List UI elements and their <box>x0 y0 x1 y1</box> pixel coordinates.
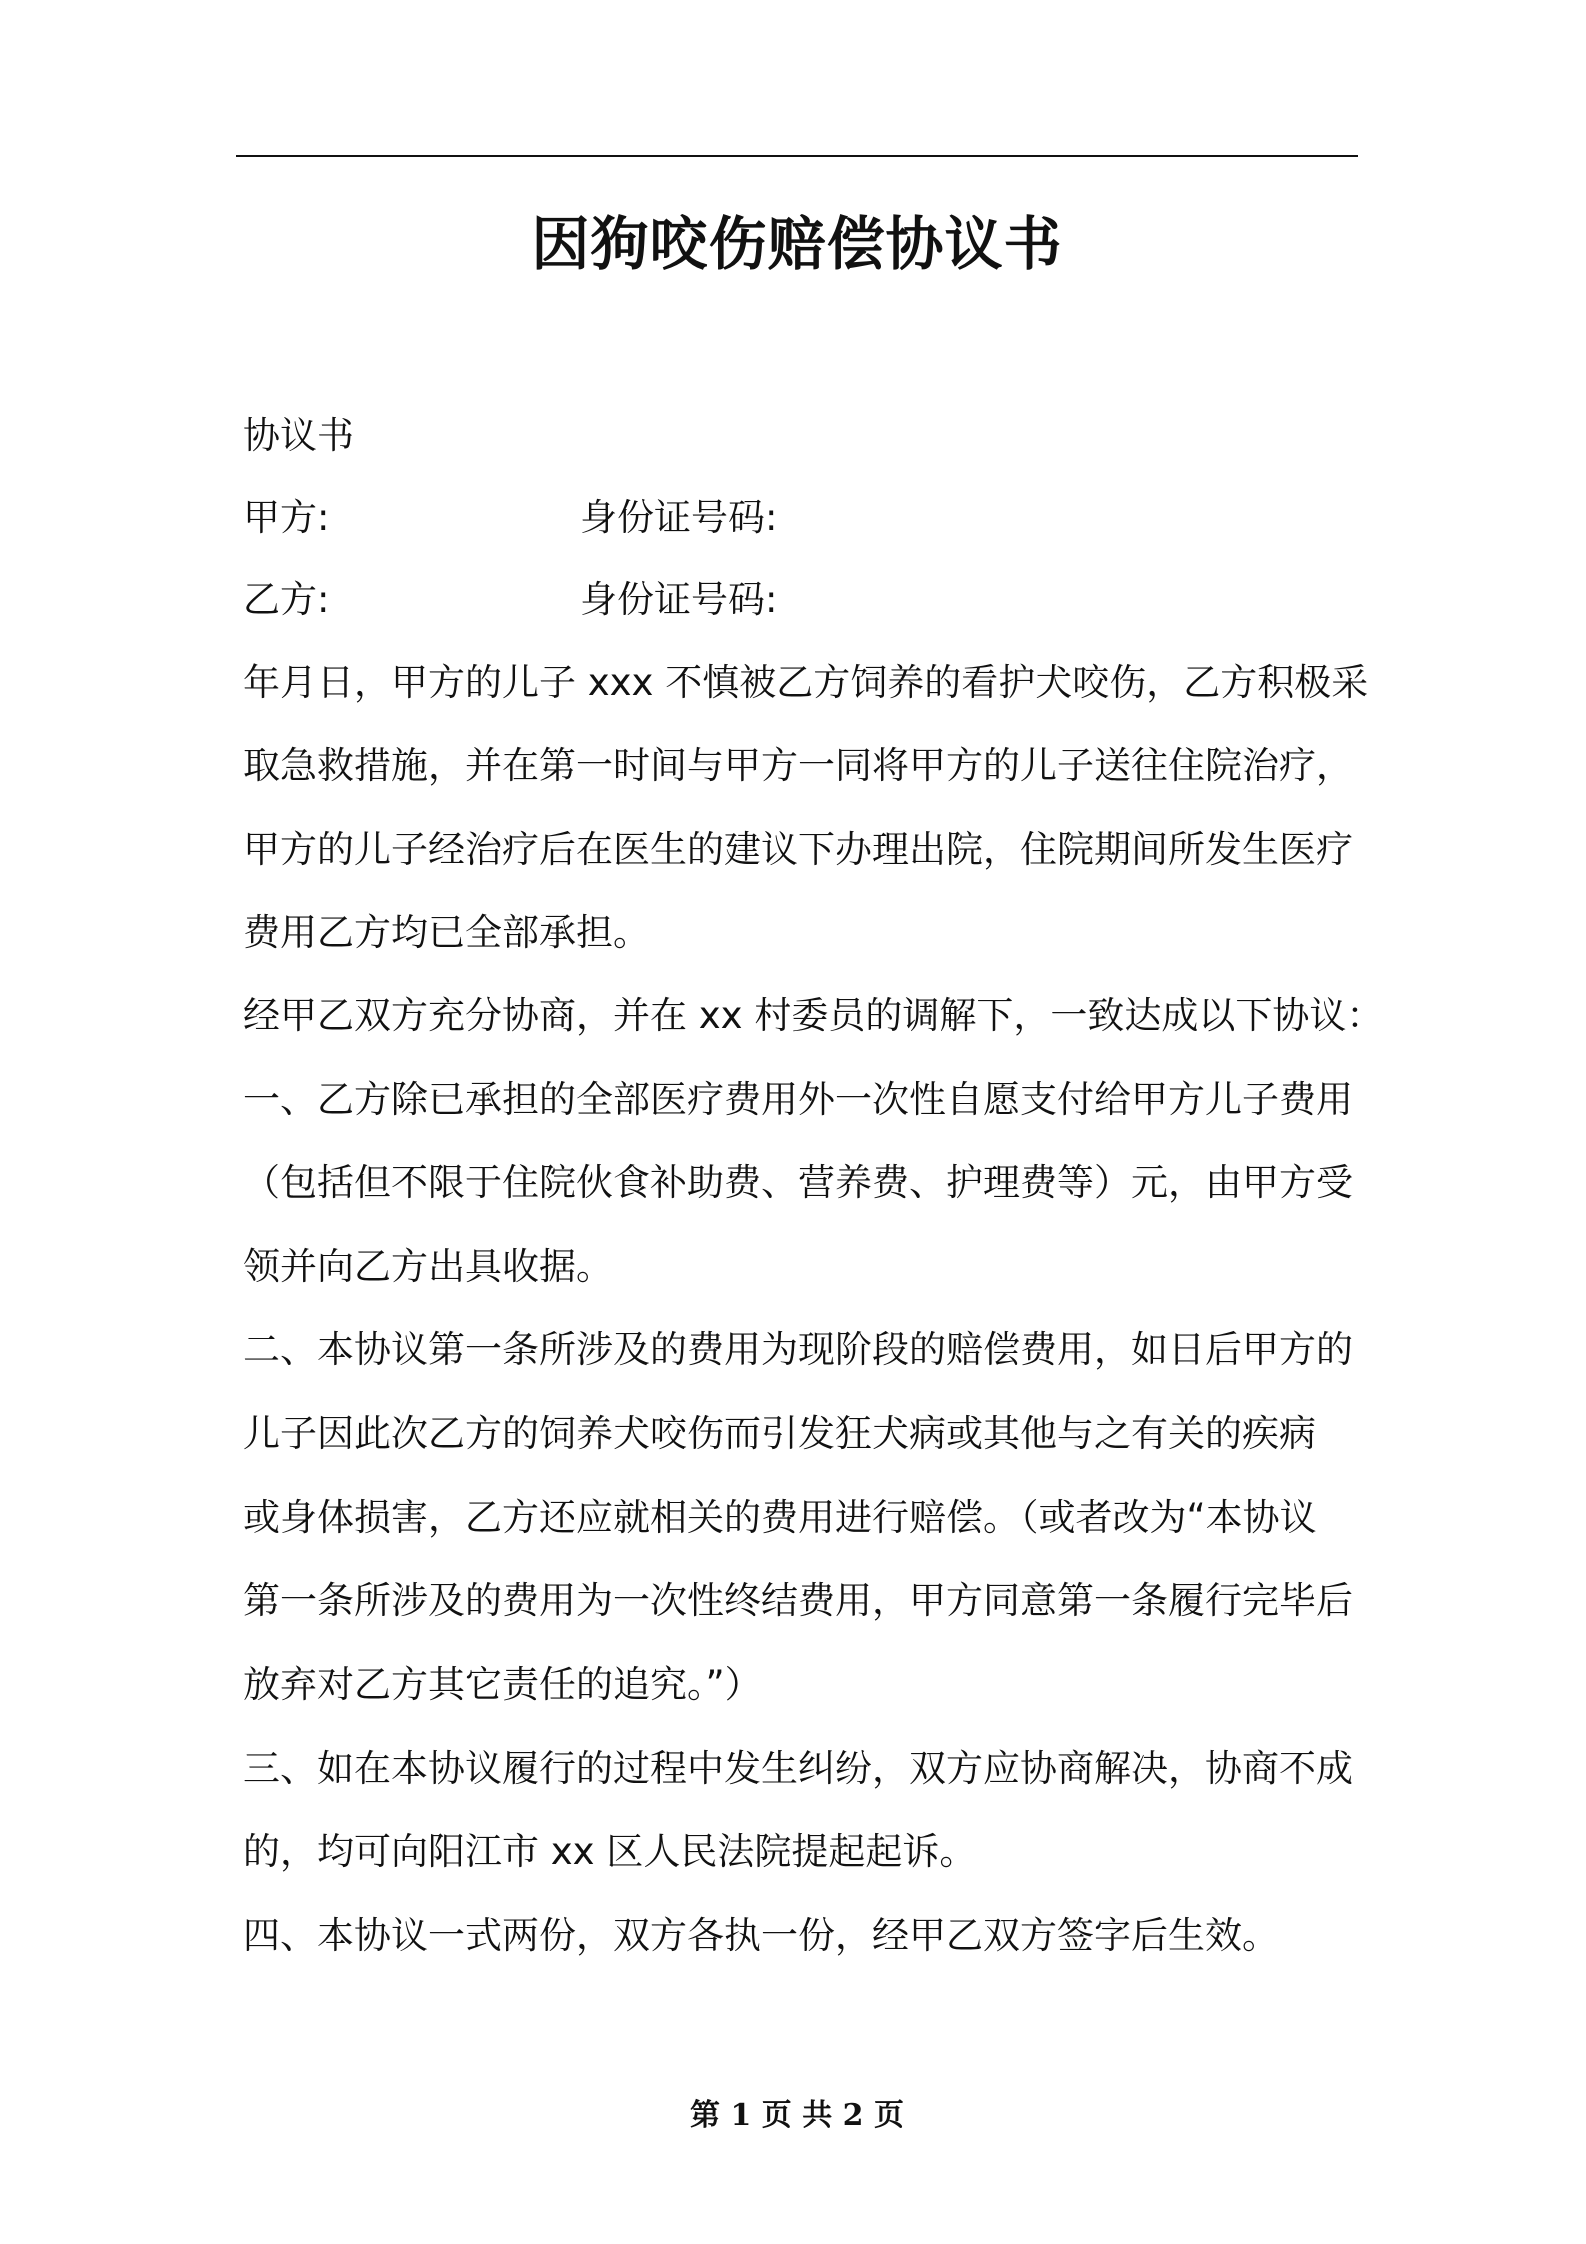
paragraph-line: 经甲乙双方充分协商，并在 xx 村委员的调解下，一致达成以下协议： <box>243 994 1384 1037</box>
party-b-line <box>243 572 1355 628</box>
paragraph-line: 年月日，甲方的儿子 xxx 不慎被乙方饲养的看护犬咬伤，乙方积极采 <box>243 661 1369 704</box>
page-number: 第 1 页 共 2 页 <box>690 2098 904 2133</box>
clause-two-line: 二、本协议第一条所涉及的费用为现阶段的赔偿费用，如日后甲方的 <box>243 1328 1353 1371</box>
paragraph-line: 甲方的儿子经治疗后在医生的建议下办理出院，住院期间所发生医疗 <box>243 828 1353 871</box>
clause-two-line: 儿子因此次乙方的饲养犬咬伤而引发狂犬病或其他与之有关的疾病 <box>243 1412 1316 1455</box>
clause-one-line: （包括但不限于住院伙食补助费、营养费、护理费等）元，由甲方受 <box>243 1161 1353 1204</box>
party-a-id-label: 身份证号码: <box>580 496 778 539</box>
clause-two-line: 或身体损害，乙方还应就相关的费用进行赔偿。（或者改为“本协议 <box>243 1496 1317 1539</box>
party-b-id-label: 身份证号码: <box>580 578 778 621</box>
document-title: 因狗咬伤赔偿协议书 <box>531 210 1063 278</box>
clause-three-line: 的，均可向阳江市 xx 区人民法院提起起诉。 <box>243 1830 977 1873</box>
clause-two-line: 第一条所涉及的费用为一次性终结费用，甲方同意第一条履行完毕后 <box>243 1579 1353 1622</box>
paragraph-line: 费用乙方均已全部承担。 <box>243 911 650 954</box>
party-b-label: 乙方: <box>243 578 330 621</box>
agreement-heading: 协议书 <box>243 414 354 457</box>
clause-one-line: 一、乙方除已承担的全部医疗费用外一次性自愿支付给甲方儿子费用 <box>243 1078 1353 1121</box>
header-rule <box>236 155 1358 157</box>
paragraph-line: 取急救措施，并在第一时间与甲方一同将甲方的儿子送往住院治疗， <box>243 744 1353 787</box>
clause-two-line: 放弃对乙方其它责任的追究。”） <box>243 1663 762 1706</box>
party-a-line <box>243 490 1355 546</box>
party-a-label: 甲方: <box>243 496 330 539</box>
clause-four-line: 四、本协议一式两份，双方各执一份，经甲乙双方签字后生效。 <box>243 1914 1279 1957</box>
clause-one-line: 领并向乙方出具收据。 <box>243 1245 613 1288</box>
clause-three-line: 三、如在本协议履行的过程中发生纠纷，双方应协商解决，协商不成 <box>243 1747 1353 1790</box>
